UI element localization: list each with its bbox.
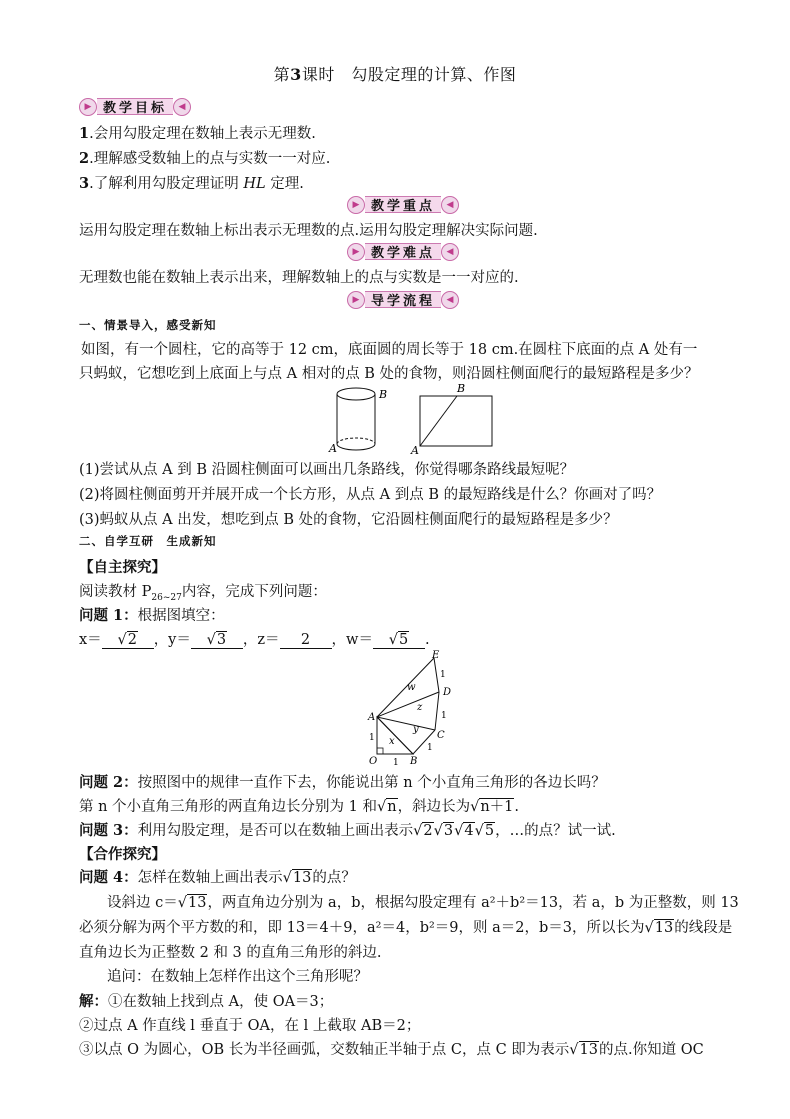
fill-y-label: ，y＝ <box>153 632 191 648</box>
fill-line <box>79 628 430 649</box>
fig2-label-d: D <box>443 687 452 698</box>
goal-2 <box>79 147 330 168</box>
p4-answer-line-3: 直角边长为正整数 2 和 3 的直角三角形的斜边. <box>79 945 382 961</box>
fig1-label-a: A <box>329 442 337 454</box>
question-2: (2)将圆柱侧面剪开并展开成一个长方形，从点 A 到点 B 的最短路线是什么？你画对了吗？ <box>79 487 662 503</box>
question-3: (3)蚂蚁从点 A 出发，想吃到点 B 处的食物，它沿圆柱侧面爬行的最短路程是多少？ <box>79 512 618 528</box>
badge-goals-label: 教学目标 <box>97 98 173 115</box>
goal-num: 2 <box>79 150 90 167</box>
arrow-left-icon: ◀ <box>441 243 459 261</box>
fill-w-blank <box>373 632 425 649</box>
fig1-label-b2: B <box>457 382 466 395</box>
badge-key <box>347 196 459 213</box>
arrow-right-icon: ▶ <box>79 98 97 116</box>
p4-answer-line-1 <box>79 891 739 912</box>
p3-root: 2 <box>423 823 433 839</box>
fill-x-label: x＝ <box>79 632 102 648</box>
read-sub: 26~27 <box>151 592 182 603</box>
goal-1 <box>79 122 316 143</box>
problem-2 <box>79 771 606 792</box>
intro-line-2: 只蚂蚁，它想吃到上底面上与点 A 相对的点 B 处的食物，则沿圆柱侧面爬行的最短路程是多少？ <box>79 366 699 382</box>
title-rest: 课时 勾股定理的计算、作图 <box>301 65 517 84</box>
goal-italic: HL <box>243 176 266 192</box>
fig2-label-a: A <box>368 712 376 723</box>
arrow-right-icon: ▶ <box>347 196 365 214</box>
solution-3 <box>79 1038 704 1059</box>
arrow-right-icon: ▶ <box>347 291 365 309</box>
fig2-label-x: x <box>389 736 395 747</box>
fig1-label-b: B <box>379 388 388 401</box>
fill-y-value: 3 <box>216 632 227 648</box>
goal-3 <box>79 172 304 193</box>
problem-1-label: 问题 1： <box>79 607 138 624</box>
fig2-label-one: 1 <box>441 711 447 721</box>
p4-root: 13 <box>579 1042 598 1058</box>
problem-4 <box>79 866 356 887</box>
badge-flow <box>347 291 459 308</box>
fig2-label-y: y <box>413 724 419 735</box>
p2-answer-n1: n＋1 <box>480 799 514 815</box>
fig2-label-one: 1 <box>393 758 399 768</box>
badge-goals <box>79 98 191 115</box>
page-title <box>0 62 790 85</box>
fig2-label-one: 1 <box>440 670 446 680</box>
fill-x-blank <box>102 632 154 649</box>
goal-text: .了解利用勾股定理证明 <box>89 176 244 192</box>
problem-3-text-b: ，…的点？试一试. <box>495 823 616 839</box>
problem-4-label: 问题 4： <box>79 869 138 886</box>
problem-3-label: 问题 3： <box>79 822 138 839</box>
badge-difficult <box>347 243 459 260</box>
key-point-text: 运用勾股定理在数轴上标出表示无理数的点.运用勾股定理解决实际问题. <box>79 223 538 239</box>
arrow-left-icon: ◀ <box>173 98 191 116</box>
fig2-label-z: z <box>417 702 423 713</box>
problem-2-text: 按照图中的规律一直作下去，你能说出第 n 个小直角三角形的各边长吗？ <box>137 775 606 791</box>
p2-answer-a: 第 n 个小直角三角形的两直角边长分别为 1 和 <box>79 799 377 815</box>
problem-4-text-b: 的点？ <box>312 870 356 886</box>
problem-1-text: 根据图填空： <box>137 608 225 624</box>
p4-root: 13 <box>654 920 674 936</box>
solution-3a: ③以点 O 为圆心，OB 长为半径画弧，交数轴正半轴于点 C，点 C 即为表示 <box>79 1042 570 1058</box>
fill-w-value: 5 <box>398 632 409 648</box>
fig2-label-w: w <box>407 682 416 693</box>
arrow-left-icon: ◀ <box>441 196 459 214</box>
problem-4-text-a: 怎样在数轴上画出表示 <box>137 870 283 886</box>
arrow-right-icon: ▶ <box>347 243 365 261</box>
difficult-point-text: 无理数也能在数轴上表示出来，理解数轴上的点与实数是一一对应的. <box>79 270 519 286</box>
fill-y-blank <box>191 632 243 649</box>
p4-answer-2: 必须分解为两个平方数的和，即 13＝4＋9，a²＝4，b²＝9，则 a＝2，b＝3，所以长为 <box>79 920 645 936</box>
badge-key-label: 教学重点 <box>365 196 441 213</box>
fig1-label-a2: A <box>411 444 419 454</box>
section-heading-2: 二、自学互研 生成新知 <box>79 534 217 548</box>
fig2-label-c: C <box>437 730 445 741</box>
fig2-label-one: 1 <box>369 733 375 743</box>
goal-num: 1 <box>79 125 90 142</box>
section-heading-1: 一、情景导入，感受新知 <box>79 318 217 332</box>
goal-text: .理解感受数轴上的点与实数一一对应. <box>89 151 331 167</box>
p3-root: 5 <box>484 823 495 839</box>
spiral-figure <box>365 650 465 768</box>
problem-3-text-a: 利用勾股定理，是否可以在数轴上画出表示 <box>137 823 414 839</box>
fig2-label-o: O <box>369 756 378 767</box>
p4-root: 13 <box>292 870 312 886</box>
goal-text: 定理. <box>265 176 304 192</box>
fill-x-value: 2 <box>127 632 137 648</box>
fill-end: . <box>424 632 430 648</box>
p2-answer-b: ，斜边长为 <box>397 799 471 815</box>
problem-3 <box>79 819 616 840</box>
p4-root: 13 <box>187 895 207 911</box>
problem-2-label: 问题 2： <box>79 774 138 791</box>
question-1: (1)尝试从点 A 到 B 沿圆柱侧面可以画出几条路线，你觉得哪条路线最短呢？ <box>79 462 575 478</box>
intro-text: 如图，有一个圆柱，它的高等于 12 cm，底面圆的周长等于 18 cm.在圆柱下底面的点 A 处有一 <box>81 342 698 358</box>
problem-2-answer <box>79 795 519 816</box>
solution-3b: 的点.你知道 OC <box>598 1042 704 1058</box>
coop-heading: 【合作探究】 <box>79 847 166 863</box>
follow-up <box>79 965 368 986</box>
fig2-label-e: E <box>432 650 440 661</box>
read-text: 阅读教材 P <box>79 584 152 600</box>
p4-answer-1a: 设斜边 c＝ <box>107 895 178 911</box>
self-explore-heading: 【自主探究】 <box>79 560 166 576</box>
problem-1 <box>79 604 225 625</box>
badge-flow-label: 导学流程 <box>365 291 441 308</box>
fig2-label-one: 1 <box>427 743 433 753</box>
goal-num: 3 <box>79 175 90 192</box>
p2-answer-n: n <box>387 799 397 815</box>
fill-w-label: ，w＝ <box>331 632 373 648</box>
p3-root: 3 <box>443 823 454 839</box>
title-prefix: 第 <box>273 65 291 84</box>
follow-up-text: 追问：在数轴上怎样作出这个三角形呢？ <box>107 969 368 985</box>
badge-difficult-label: 教学难点 <box>365 243 441 260</box>
intro-line-1 <box>79 338 697 359</box>
arrow-left-icon: ◀ <box>441 291 459 309</box>
p4-answer-1b: ，两直角边分别为 a，b，根据勾股定理有 a²＋b²＝13，若 a，b 为正整数，则 13 <box>207 895 739 911</box>
fill-z-value: 2 <box>280 632 332 649</box>
read-rest: 内容，完成下列问题： <box>181 584 327 600</box>
solution-1-text: ①在数轴上找到点 A，使 OA＝3； <box>108 994 334 1010</box>
fig2-label-b: B <box>410 756 418 767</box>
cylinder-figure <box>325 382 500 454</box>
goal-text: .会用勾股定理在数轴上表示无理数. <box>89 126 316 142</box>
fill-z-label: ，z＝ <box>242 632 280 648</box>
read-line <box>79 580 327 603</box>
p4-answer-2b: 的线段是 <box>674 920 733 936</box>
title-num: 3 <box>290 65 302 84</box>
p4-answer-line-2 <box>79 916 732 937</box>
p3-root: 4 <box>464 823 474 839</box>
solution-1 <box>79 990 333 1011</box>
p2-answer-c: . <box>514 799 520 815</box>
solution-2: ②过点 A 作直线 l 垂直于 OA，在 l 上截取 AB＝2； <box>79 1018 421 1034</box>
solution-label: 解： <box>79 993 108 1010</box>
